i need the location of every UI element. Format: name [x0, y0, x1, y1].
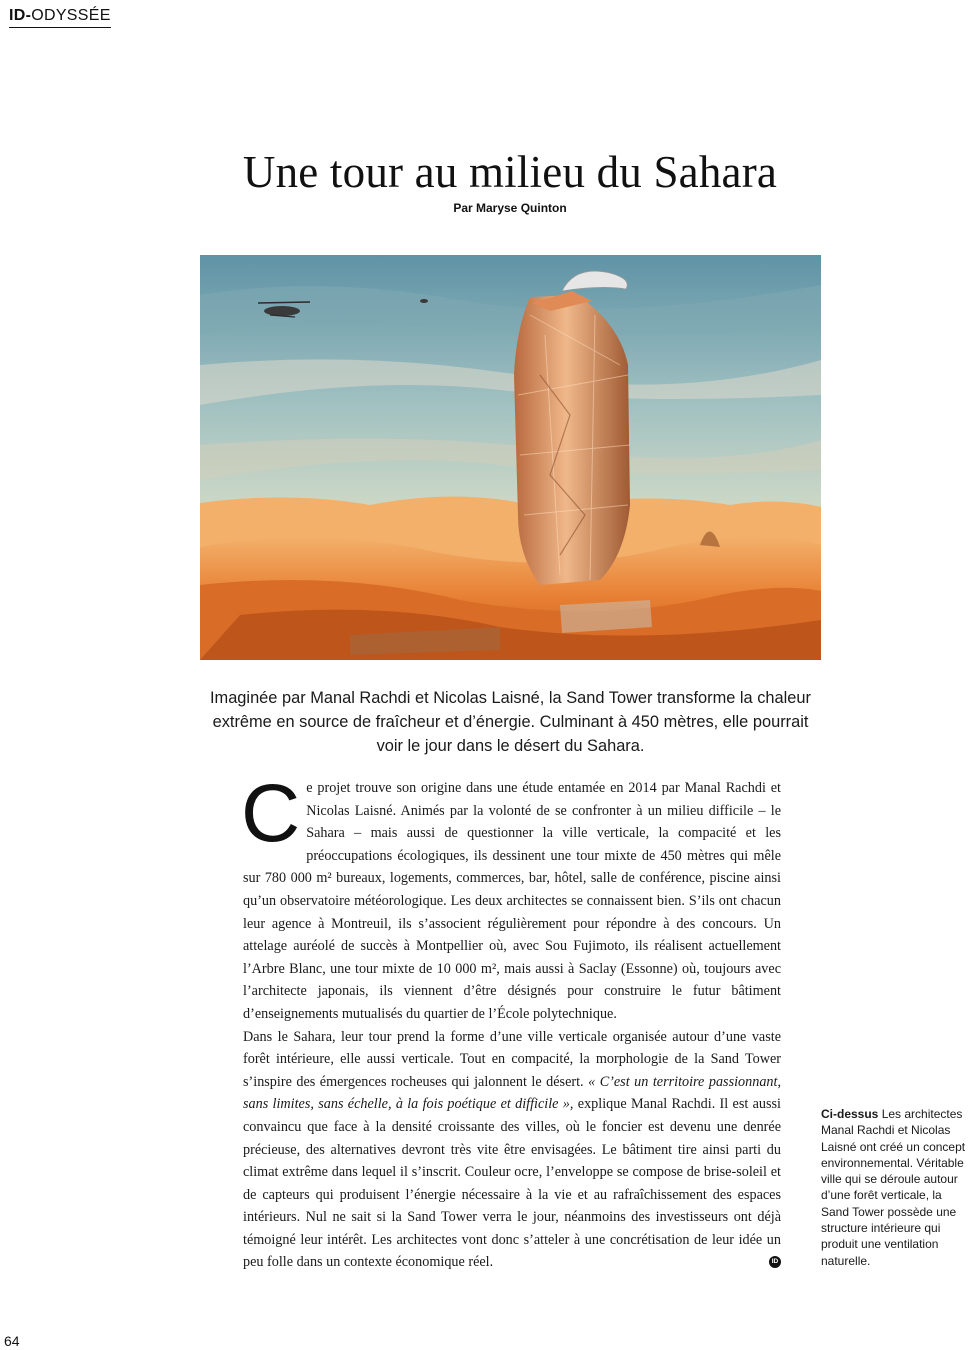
article-byline: Par Maryse Quinton: [453, 201, 567, 215]
paragraph-2-text-start: Dans le Sahara, leur tour prend la forme d’une ville verticale organisée autour d’une vaste forêt intérieure, elle aussi verticale. Tout en compacité, la morphologie de la Sand Tower s’inspire des émergences rocheuses qui jalonnent le désert.: [243, 1028, 781, 1090]
body-paragraph-1: [241, 768, 781, 1026]
article-title: Une tour au milieu du Sahara: [242, 147, 778, 197]
paragraph-1-text: e projet trouve son origine dans une étude entamée en 2014 par Manal Rachdi et Nicolas Laisné. Animés par la volonté de se confronter à un milieu difficile – le Sahara – mais aussi de questionner la ville verticale, la compacité et les préoccupations écologiques, ils dessinent une tour mixte de 450 mètres qui mêle sur 780 000 m² bureaux, logements, commerces, bar, hôtel, salle de conférence, piscine ainsi qu’un observatoire météorologique. Les deux architectes se connaissent bien. S’ils ont chacun leur agence à Montreuil, ils s’associent régulièrement pour répondre à des concours. Un attelage auréolé de succès à Montpellier où, avec Sou Fujimoto, ils réalisent actuellement l’Arbre Blanc, une tour mixte de 10 000 m², mais aussi à Saclay (Essonne) où, toujours avec l’architecte japonais, ils viennent d’être désignés pour construire le futur bâtiment d’enseignements mutualisés du quartier de l’École polytechnique.: [243, 780, 781, 1022]
architect-quote: « C’est un territoire passionnant, sans limites, sans échelle, à la fois poétique et difficile »: [243, 1073, 781, 1113]
section-tag-prefix: ID-: [9, 7, 32, 24]
caption-text: Les architectes Manal Rachdi et Nicolas Laisné ont créé un concept environnemental. Véritable ville qui se déroule autour d’une forêt verticale, la Sand Tower possède une structure intérieure qui produit une ventilation naturelle.: [821, 1107, 966, 1268]
paragraph-2-text-end: , explique Manal Rachdi. Il est aussi convaincu que face à la densité croissante des villes, où le foncier est devenu une denrée précieuse, des alternatives devront très vite être envisagées. Le bâtiment tire ainsi parti du climat extrême dans lequel il s’inscrit. Couleur ocre, l’enveloppe se compose de brise-soleil et de capteurs qui produisent l’énergie nécessaire à la vie et au rafraîchissement des espaces intérieurs. Nul ne sait si la Sand Tower verra le jour, néanmoins des investisseurs ont déjà témoigné leur intérêt. Les architectes vont donc s’atteler à une concrétisation de leur idée un peu folle dans un contexte économique réel.: [243, 1096, 782, 1271]
body-paragraph-2: [243, 1026, 781, 1275]
section-tag: [9, 6, 111, 28]
end-of-article-icon: ID: [769, 1256, 781, 1268]
hero-illustration: [200, 255, 821, 660]
image-caption: [821, 1106, 973, 1269]
caption-label: Ci-dessus: [821, 1107, 879, 1121]
page-number: 64: [4, 1333, 20, 1349]
article-body: [241, 768, 782, 1274]
drop-cap: C: [241, 768, 301, 859]
sand-tower-illustration: [200, 255, 821, 660]
section-tag-name: ODYSSÉE: [31, 7, 111, 24]
article-chapo: Imaginée par Manal Rachdi et Nicolas Laisné, la Sand Tower transforme la chaleur extrême en source de fraîcheur et d’énergie. Culminant à 450 mètres, elle pourrait voir le jour dans le désert du Sahara.: [209, 689, 811, 755]
